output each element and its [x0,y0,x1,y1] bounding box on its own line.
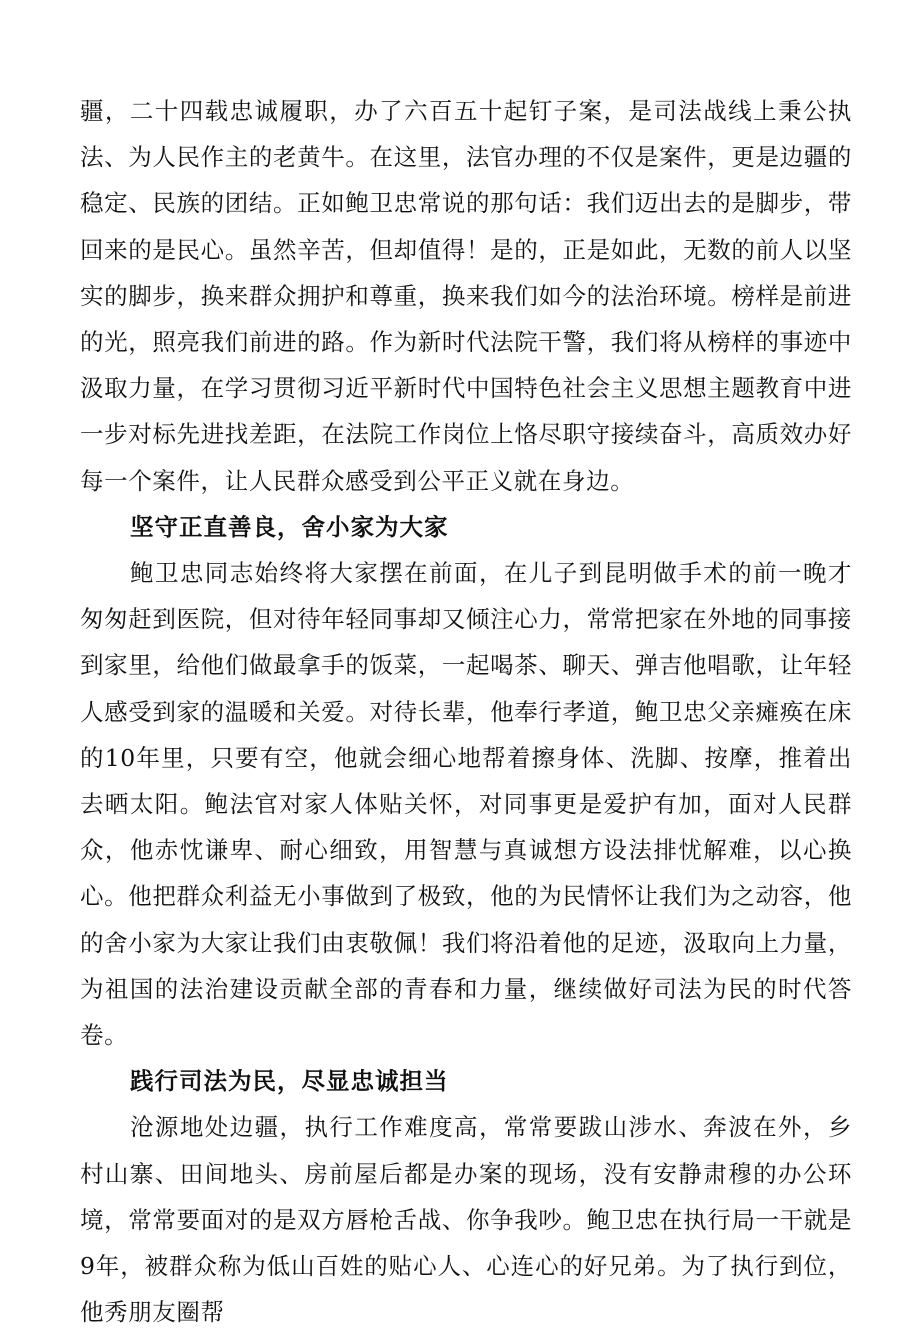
body-paragraph-2: 鲍卫忠同志始终将大家摆在前面，在儿子到昆明做手术的前一晚才匆匆赶到医院，但对待年轻同事却又倾注心力，常常把家在外地的同事接到家里，给他们做最拿手的饭菜，一起喝茶、聊天、弹吉他唱歌，让年轻人感受到家的温暖和关爱。对待长辈，他奉行孝道，鲍卫忠父亲瘫痪在床的10年里，只要有空，他就会细心地帮着擦身体、洗脚、按摩，推着出去晒太阳。鲍法官对家人体贴关怀，对同事更是爱护有加，面对人民群众，他赤忱谦卑、耐心细致，用智慧与真诚想方设法排忧解难，以心换心。他把群众利益无小事做到了极致，他的为民情怀让我们为之动容，他的舍小家为大家让我们由衷敬佩！我们将沿着他的足迹，汲取向上力量，为祖国的法治建设贡献全部的青春和力量，继续做好司法为民的时代答卷。 [80,559,852,1050]
document-page [80,88,852,1335]
section-heading-1: 坚守正直善良，舍小家为大家 [130,512,449,541]
body-paragraph-3: 沧源地处边疆，执行工作难度高，常常要跋山涉水、奔波在外，乡村山寨、田间地头、房前屋后都是办案的现场，没有安静肃穆的办公环境，常常要面对的是双方唇枪舌战、你争我吵。鲍卫忠在执行局一干就是9年，被群众称为低山百姓的贴心人、心连心的好兄弟。为了执行到位，他秀朋友圈帮 [80,1113,852,1327]
body-paragraph-1: 疆，二十四载忠诚履职，办了六百五十起钉子案，是司法战线上秉公执法、为人民作主的老黄牛。在这里，法官办理的不仅是案件，更是边疆的稳定、民族的团结。正如鲍卫忠常说的那句话：我们迈出去的是脚步，带回来的是民心。虽然辛苦，但却值得！是的，正是如此，无数的前人以坚实的脚步，换来群众拥护和尊重，换来我们如今的法治环境。榜样是前进的光，照亮我们前进的路。作为新时代法院干警，我们将从榜样的事迹中汲取力量，在学习贯彻习近平新时代中国特色社会主义思想主题教育中进一步对标先进找差距，在法院工作岗位上恪尽职守接续奋斗，高质效办好每一个案件，让人民群众感受到公平正义就在身边。 [80,97,852,495]
section-heading-2: 践行司法为民，尽显忠诚担当 [130,1067,449,1096]
